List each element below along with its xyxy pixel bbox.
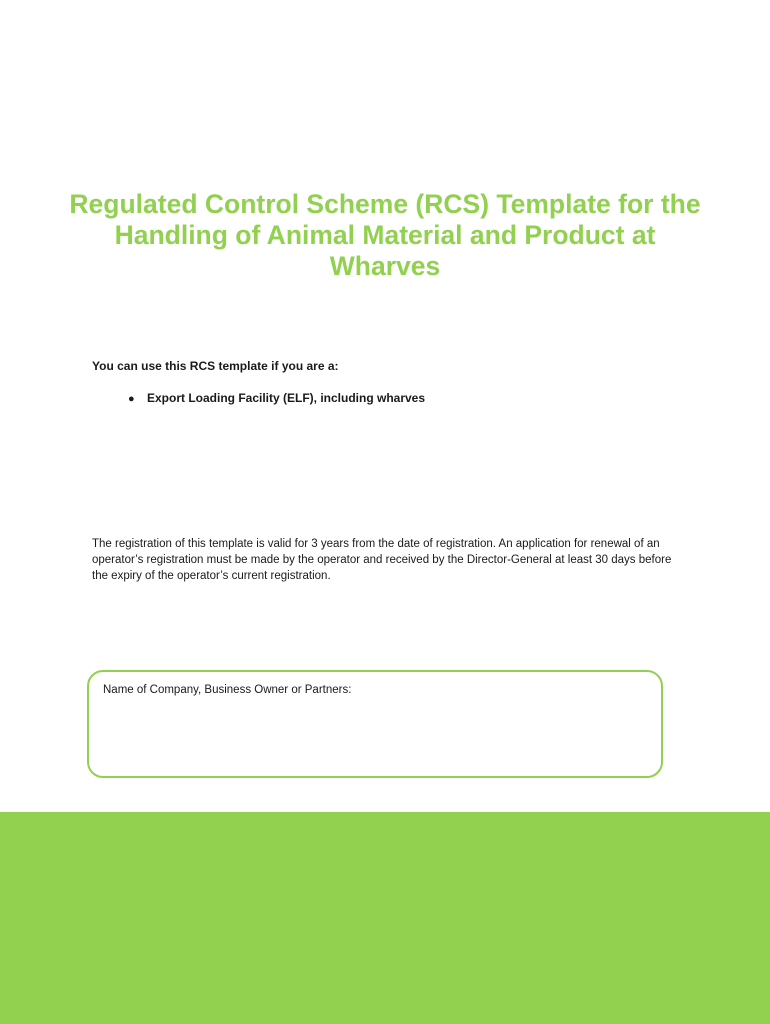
validity-note: The registration of this template is valid for 3 years from the date of registration. An application for renewal of an operator’s registration must be made by the operator and received by the Director-General at least 30 days before the expiry of the operator’s current registration. — [92, 538, 672, 582]
list-item-label: Export Loading Facility (ELF), including wharves — [147, 391, 426, 405]
intro-text: You can use this RCS template if you are a: — [92, 359, 339, 373]
company-name-field[interactable] — [87, 670, 663, 778]
eligibility-list — [128, 391, 425, 405]
list-item — [128, 391, 425, 405]
page-title: Regulated Control Scheme (RCS) Template for the Handling of Animal Material and Product at Wharves — [69, 189, 701, 281]
footer-band — [0, 812, 770, 1024]
bullet-icon: ● — [128, 393, 135, 405]
company-field-label: Name of Company, Business Owner or Partners: — [103, 684, 352, 696]
